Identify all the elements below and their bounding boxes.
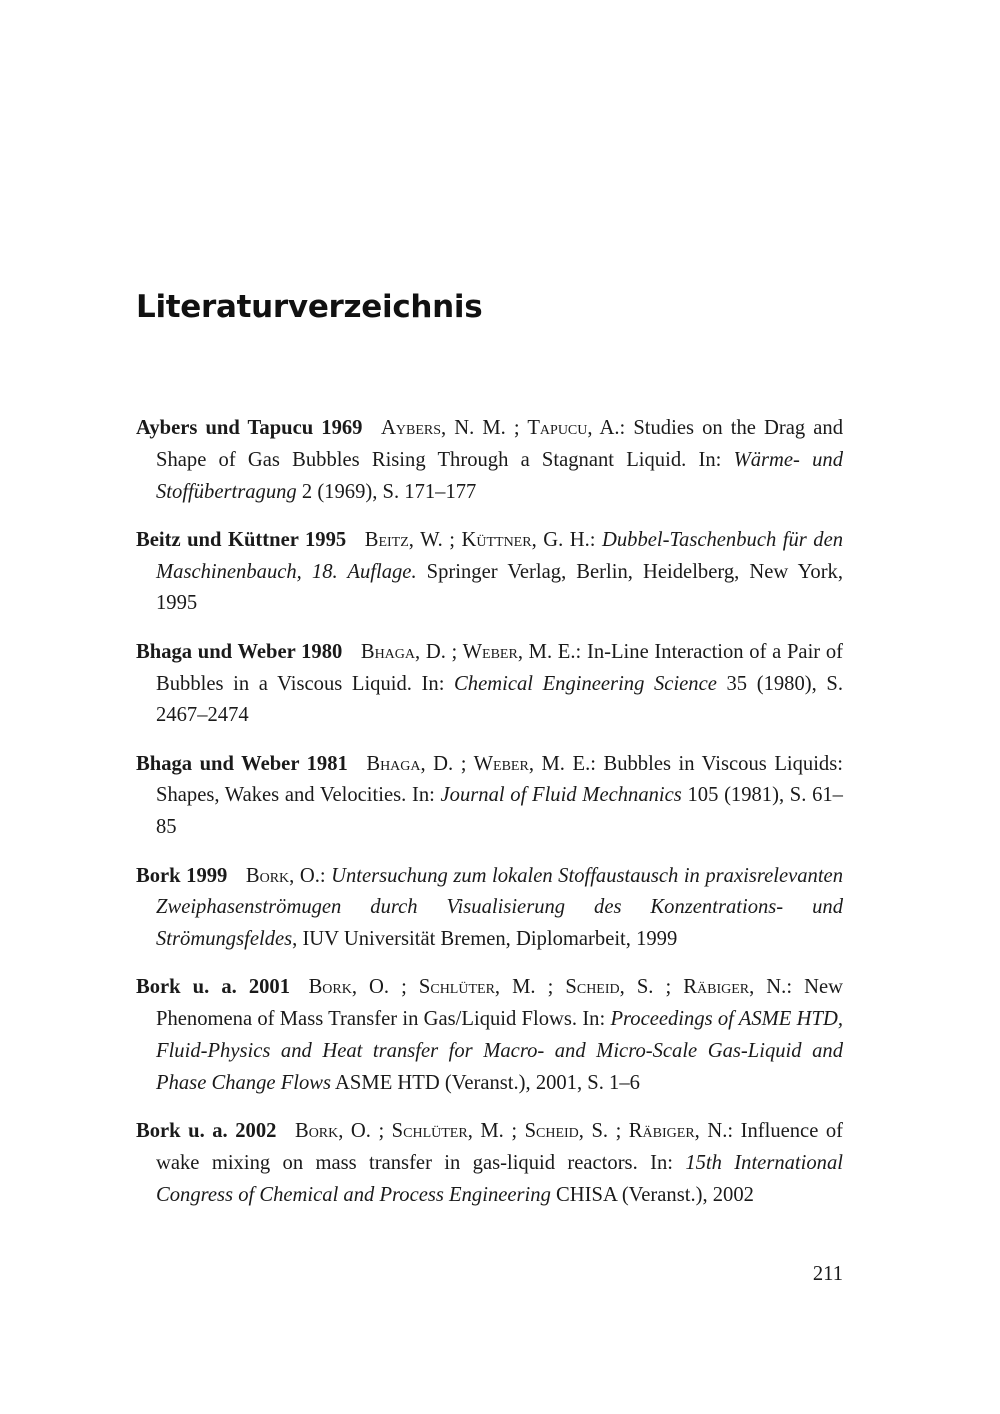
bib-entry-bhaga-1980: Bhaga und Weber 1980 Bhaga, D. ; Weber, M. E.: In-Line Interaction of a Pair of Bubbles in a Viscous Liquid. In: Chemical Engineering Science 35 (1980), S. 2467–2474	[136, 640, 843, 727]
bib-text: Studies on the Drag and Shape of Gas Bubbles Rising Through a Stagnant Liquid. In:	[156, 417, 843, 471]
bib-details: 35 (1980), S. 2467–2474	[156, 672, 843, 727]
bib-text: Bubbles in Viscous Liquids: Shapes, Wakes and Velocities. In:	[156, 752, 843, 807]
bibliography-list	[136, 413, 843, 1212]
bib-details: 105 (1981), S. 61–85	[156, 784, 843, 839]
bib-source: Proceedings of ASME HTD, Fluid-Physics and Heat transfer for Macro- and Micro-Scale Gas-Liquid and Phase Change Flows	[156, 1008, 843, 1094]
bib-key: Bork 1999	[136, 864, 228, 887]
bib-entry-beitz-1995: Beitz und Küttner 1995 Beitz, W. ; Küttner, G. H.: Dubbel-Taschenbuch für den Maschinenbauch, 18. Auflage. Springer Verlag, Berlin, Heidelberg, New York, 1995	[136, 528, 844, 615]
bib-key: Bhaga und Weber 1981	[136, 752, 348, 775]
bib-text: New Phenomena of Mass Transfer in Gas/Liquid Flows. In:	[156, 976, 844, 1031]
bib-source: Chemical Engineering Science	[454, 672, 717, 695]
bib-details: CHISA (Veranst.), 2002	[550, 1183, 754, 1206]
bib-entry-aybers-1969: Aybers und Tapucu 1969 Aybers, N. M. ; Tapucu, A.: Studies on the Drag and Shape of Gas Bubbles Rising Through a Stagnant Liquid. In: Wärme- und Stoffübertragung 2 (1969), S. 171–177	[136, 417, 843, 503]
bib-authors: Bork, O.	[245, 864, 320, 887]
bib-authors: Bhaga, D. ; Weber, M. E.	[360, 640, 576, 663]
bib-authors: Bork, O. ; Schlüter, M. ; Scheid, S. ; Räbiger, N.	[308, 976, 787, 999]
bib-authors: Aybers, N. M. ; Tapucu, A.	[381, 417, 620, 439]
chapter-title: Literaturverzeichnis	[136, 289, 483, 325]
bib-key: Beitz und Küttner 1995	[136, 528, 347, 551]
bib-key: Bhaga und Weber 1980	[136, 640, 343, 663]
bib-text: Influence of wake mixing on mass transfer in gas-liquid reactors. In:	[156, 1120, 844, 1174]
bib-details: , IUV Universität Bremen, Diplomarbeit, 1999	[292, 928, 678, 951]
bib-key: Bork u. a. 2002	[136, 1120, 277, 1143]
bib-authors: Beitz, W. ; Küttner, G. H.	[364, 528, 590, 551]
bib-source: 15th International Congress of Chemical and Process Engineering	[156, 1151, 843, 1206]
bib-key: Aybers und Tapucu 1969	[136, 417, 363, 439]
bib-entry-bork-2002: Bork u. a. 2002 Bork, O. ; Schlüter, M. ; Scheid, S. ; Räbiger, N.: Influence of wake mixing on mass transfer in gas-liquid reactors. In: 15th International Congress of Chemical and Process Engineering CHISA (Veranst.), 2002	[136, 1120, 844, 1206]
bib-authors: Bork, O. ; Schlüter, M. ; Scheid, S. ; Räbiger, N.	[294, 1120, 728, 1143]
bib-details: Springer Verlag, Berlin, Heidelberg, New York, 1995	[156, 560, 843, 615]
bib-details: ASME HTD (Veranst.), 2001, S. 1–6	[331, 1071, 640, 1094]
bib-source: Wärme- und Stoffübertragung	[156, 448, 843, 503]
bib-key: Bork u. a. 2001	[136, 976, 291, 999]
bib-entry-bork-2001: Bork u. a. 2001 Bork, O. ; Schlüter, M. ; Scheid, S. ; Räbiger, N.: New Phenomena of Mass Transfer in Gas/Liquid Flows. In: Proceedings of ASME HTD, Fluid-Physics and Heat transfer for Macro- and Micro-Scale Gas-Liquid and Phase Change Flows ASME HTD (Veranst.), 2001, S. 1–6	[136, 976, 844, 1094]
bib-entry-bhaga-1981: Bhaga und Weber 1981 Bhaga, D. ; Weber, M. E.: Bubbles in Viscous Liquids: Shapes, Wakes and Velocities. In: Journal of Fluid Mechnanics 105 (1981), S. 61–85	[136, 752, 843, 839]
bib-entry-bork-1999: Bork 1999 Bork, O.: Untersuchung zum lokalen Stoffaustausch in praxisrelevanten Zweiphasenströmugen durch Visualisierung des Konzentrations- und Strömungsfeldes, IUV Universität Bremen, Diplomarbeit, 1999	[136, 864, 843, 951]
bib-source: Untersuchung zum lokalen Stoffaustausch in praxisrelevanten Zweiphasenströmugen durch Visualisierung des Konzentrations- und Strömungsfeldes	[156, 864, 843, 951]
bib-authors: Bhaga, D. ; Weber, M. E.	[366, 752, 591, 775]
page-number: 211	[812, 1263, 843, 1285]
bib-source: Journal of Fluid Mechnanics	[440, 784, 682, 807]
bib-details: 2 (1969), S. 171–177	[296, 480, 477, 503]
bib-text: In-Line Interaction of a Pair of Bubbles in a Viscous Liquid. In:	[156, 640, 843, 695]
bib-source: Dubbel-Taschenbuch für den Maschinenbauch, 18. Auflage.	[156, 528, 844, 583]
